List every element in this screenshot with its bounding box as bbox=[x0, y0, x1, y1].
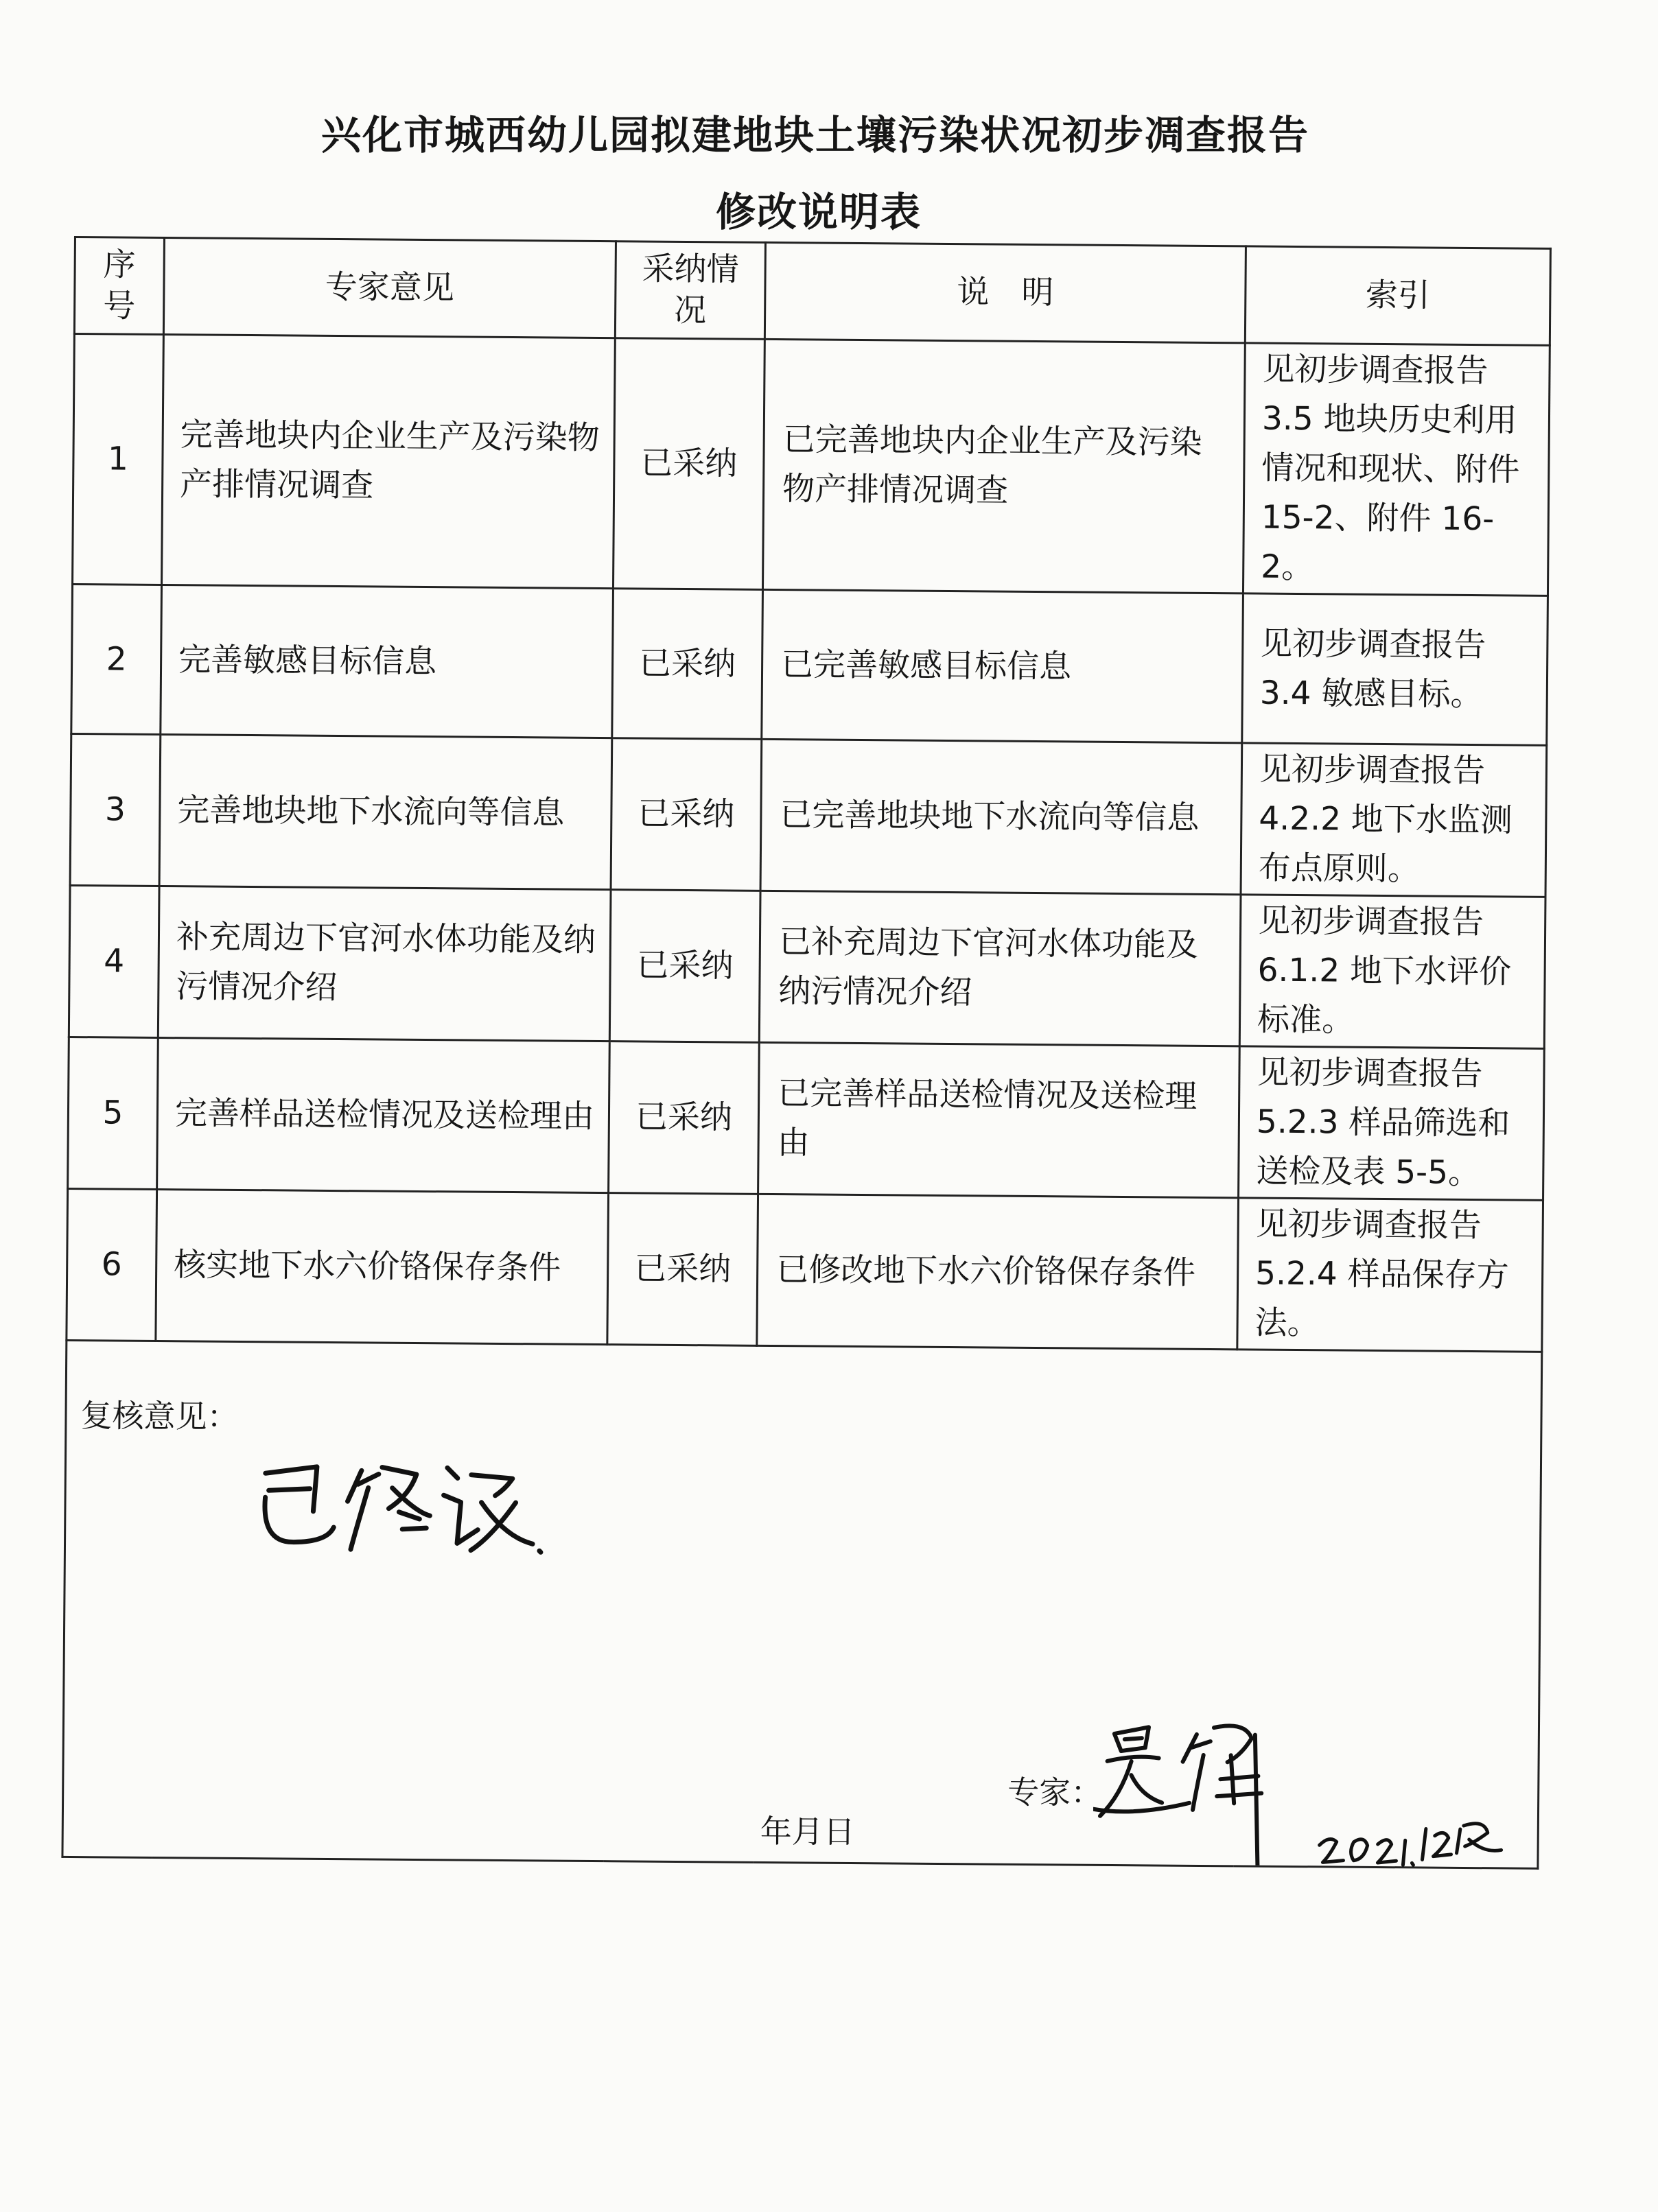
table-row bbox=[71, 584, 1548, 745]
adoption-status: 已采纳 bbox=[611, 738, 762, 891]
expert-opinion: 完善敏感目标信息 bbox=[161, 585, 614, 738]
index-reference: 见初步调查报告 3.4 敏感目标。 bbox=[1242, 593, 1548, 745]
row-number: 1 bbox=[73, 334, 164, 585]
explanation: 已完善样品送检情况及送检理由 bbox=[758, 1042, 1240, 1197]
expert-opinion: 完善地块内企业生产及污染物产排情况调查 bbox=[162, 335, 616, 589]
expert-opinion: 完善样品送检情况及送检理由 bbox=[157, 1037, 610, 1192]
explanation: 已补充周边下官河水体功能及纳污情况介绍 bbox=[759, 891, 1241, 1046]
expert-opinion: 补充周边下官河水体功能及纳污情况介绍 bbox=[158, 886, 611, 1042]
adoption-status: 已采纳 bbox=[609, 890, 760, 1043]
date-label: 年月日 bbox=[760, 1812, 855, 1851]
expert-label: 专家： bbox=[1007, 1773, 1103, 1811]
expert-opinion: 完善地块地下水流向等信息 bbox=[159, 735, 612, 890]
table-row bbox=[70, 733, 1547, 897]
adoption-status: 已采纳 bbox=[609, 1042, 760, 1195]
adoption-status: 已采纳 bbox=[612, 589, 763, 740]
expert-opinion: 核实地下水六价铬保存条件 bbox=[156, 1189, 609, 1344]
explanation: 已完善敏感目标信息 bbox=[762, 589, 1244, 742]
index-reference: 见初步调查报告 6.1.2 地下水评价标准。 bbox=[1239, 895, 1545, 1048]
review-row bbox=[62, 1340, 1542, 1868]
header-adopted: 采纳情况 bbox=[615, 242, 765, 340]
table-header-row bbox=[74, 237, 1550, 346]
review-section bbox=[62, 1340, 1542, 1868]
index-reference: 见初步调查报告 5.2.3 样品筛选和送检及表 5-5。 bbox=[1239, 1046, 1545, 1200]
row-number: 6 bbox=[67, 1188, 157, 1341]
explanation: 已完善地块内企业生产及污染物产排情况调查 bbox=[762, 339, 1245, 593]
row-number: 4 bbox=[69, 885, 159, 1037]
header-explanation: 说 明 bbox=[764, 242, 1246, 342]
table-row bbox=[69, 885, 1545, 1048]
handwritten-date bbox=[1312, 1797, 1519, 1874]
table-row bbox=[73, 334, 1550, 596]
row-number: 3 bbox=[70, 733, 161, 886]
revision-table bbox=[61, 236, 1552, 1870]
page-subtitle: 修改说明表 bbox=[715, 189, 922, 235]
adoption-status: 已采纳 bbox=[613, 338, 764, 590]
index-reference: 见初步调查报告 5.2.4 样品保存方法。 bbox=[1237, 1198, 1543, 1352]
row-number: 2 bbox=[71, 584, 162, 734]
index-reference: 见初步调查报告 4.2.2 地下水监测布点原则。 bbox=[1241, 743, 1547, 897]
review-label: 复核意见： bbox=[80, 1397, 239, 1435]
row-number: 5 bbox=[68, 1037, 159, 1189]
table-row bbox=[68, 1037, 1545, 1200]
index-reference: 见初步调查报告 3.5 地块历史利用情况和现状、附件 15-2、附件 16-2。 bbox=[1243, 343, 1550, 596]
page-title: 兴化市城西幼儿园拟建地块土壤污染状况初步凋查报告 bbox=[320, 112, 1309, 158]
header-no: 序号 bbox=[74, 237, 164, 335]
handwritten-opinion bbox=[251, 1446, 554, 1564]
header-index: 索引 bbox=[1245, 246, 1550, 345]
expert-signature bbox=[1093, 1706, 1300, 1866]
header-opinion: 专家意见 bbox=[163, 238, 616, 338]
adoption-status: 已采纳 bbox=[607, 1193, 758, 1346]
explanation: 已修改地下水六价铬保存条件 bbox=[757, 1194, 1239, 1349]
explanation: 已完善地块地下水流向等信息 bbox=[760, 739, 1242, 894]
table-row bbox=[67, 1188, 1543, 1352]
